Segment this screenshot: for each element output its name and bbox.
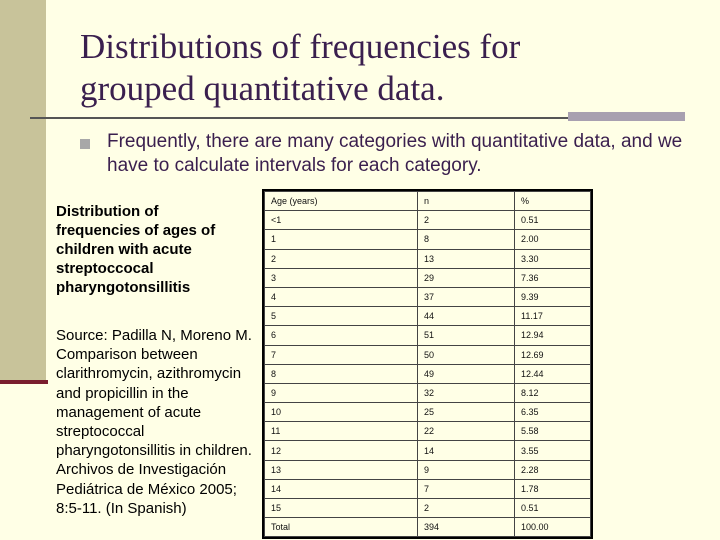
age-cell: 3 bbox=[265, 268, 418, 287]
n-cell: 394 bbox=[418, 518, 515, 537]
header-age: Age (years) bbox=[265, 192, 418, 211]
age-cell: 15 bbox=[265, 499, 418, 518]
percent-cell: 1.78 bbox=[515, 479, 591, 498]
n-cell: 22 bbox=[418, 422, 515, 441]
table-row bbox=[265, 287, 591, 306]
percent-cell: 12.94 bbox=[515, 326, 591, 345]
percent-cell: 12.44 bbox=[515, 364, 591, 383]
n-cell: 14 bbox=[418, 441, 515, 460]
table-row bbox=[265, 383, 591, 402]
table-row bbox=[265, 518, 591, 537]
percent-cell: 5.58 bbox=[515, 422, 591, 441]
table-row bbox=[265, 211, 591, 230]
n-cell: 32 bbox=[418, 383, 515, 402]
table-caption: Distribution of frequencies of ages of children with acute streptoccocal pharyngotonsillitis bbox=[56, 203, 216, 296]
age-cell: 7 bbox=[265, 345, 418, 364]
n-cell: 37 bbox=[418, 287, 515, 306]
n-cell: 50 bbox=[418, 345, 515, 364]
bullet-text: Frequently, there are many categories with quantitative data, and we have to calculate intervals for each category. bbox=[107, 131, 683, 176]
age-cell: 11 bbox=[265, 422, 418, 441]
square-bullet-icon bbox=[80, 139, 90, 149]
table-row bbox=[265, 307, 591, 326]
table-row bbox=[265, 268, 591, 287]
age-cell: <1 bbox=[265, 211, 418, 230]
source-citation: Source: Padilla N, Moreno M. Comparison between clarithromycin, azithromycin and propicillin in the management of acute streptococcal pharyngotonsillitis in children. Archivos de Investigación Pediátrica de México 2005; 8:5-11. (In Spanish) bbox=[56, 327, 252, 517]
percent-cell: 9.39 bbox=[515, 287, 591, 306]
table-row bbox=[265, 479, 591, 498]
n-cell: 13 bbox=[418, 249, 515, 268]
table-row bbox=[265, 499, 591, 518]
table-row bbox=[265, 364, 591, 383]
age-cell: 14 bbox=[265, 479, 418, 498]
age-cell: 8 bbox=[265, 364, 418, 383]
percent-cell: 0.51 bbox=[515, 499, 591, 518]
header-n: n bbox=[418, 192, 515, 211]
frequency-table bbox=[262, 189, 593, 539]
age-cell: 1 bbox=[265, 230, 418, 249]
decorative-side-bar bbox=[0, 0, 46, 382]
n-cell: 29 bbox=[418, 268, 515, 287]
percent-cell: 3.55 bbox=[515, 441, 591, 460]
slide-title bbox=[80, 26, 680, 110]
n-cell: 2 bbox=[418, 211, 515, 230]
table-row bbox=[265, 326, 591, 345]
age-cell: 9 bbox=[265, 383, 418, 402]
n-cell: 25 bbox=[418, 403, 515, 422]
percent-cell: 2.28 bbox=[515, 460, 591, 479]
percent-cell: 2.00 bbox=[515, 230, 591, 249]
n-cell: 7 bbox=[418, 479, 515, 498]
n-cell: 9 bbox=[418, 460, 515, 479]
n-cell: 49 bbox=[418, 364, 515, 383]
table-row bbox=[265, 345, 591, 364]
table-row bbox=[265, 230, 591, 249]
percent-cell: 3.30 bbox=[515, 249, 591, 268]
age-cell: 2 bbox=[265, 249, 418, 268]
percent-cell: 8.12 bbox=[515, 383, 591, 402]
n-cell: 8 bbox=[418, 230, 515, 249]
age-cell: 6 bbox=[265, 326, 418, 345]
slide-title-line-2: grouped quantitative data. bbox=[80, 69, 445, 108]
table-row bbox=[265, 460, 591, 479]
percent-cell: 7.36 bbox=[515, 268, 591, 287]
percent-cell: 0.51 bbox=[515, 211, 591, 230]
age-cell: 12 bbox=[265, 441, 418, 460]
table-row bbox=[265, 403, 591, 422]
slide-title-line-1: Distributions of frequencies for bbox=[80, 27, 521, 66]
table-header-row bbox=[265, 192, 591, 211]
percent-cell: 100.00 bbox=[515, 518, 591, 537]
table-row bbox=[265, 422, 591, 441]
n-cell: 2 bbox=[418, 499, 515, 518]
table-row bbox=[265, 441, 591, 460]
age-cell: 4 bbox=[265, 287, 418, 306]
percent-cell: 6.35 bbox=[515, 403, 591, 422]
table-row bbox=[265, 249, 591, 268]
n-cell: 51 bbox=[418, 326, 515, 345]
age-cell: Total bbox=[265, 518, 418, 537]
age-cell: 5 bbox=[265, 307, 418, 326]
header-percent: % bbox=[515, 192, 591, 211]
decorative-side-tick bbox=[0, 380, 48, 384]
title-accent-bar bbox=[568, 112, 685, 121]
frequency-table-body bbox=[265, 192, 591, 537]
percent-cell: 11.17 bbox=[515, 307, 591, 326]
age-cell: 13 bbox=[265, 460, 418, 479]
n-cell: 44 bbox=[418, 307, 515, 326]
percent-cell: 12.69 bbox=[515, 345, 591, 364]
age-cell: 10 bbox=[265, 403, 418, 422]
